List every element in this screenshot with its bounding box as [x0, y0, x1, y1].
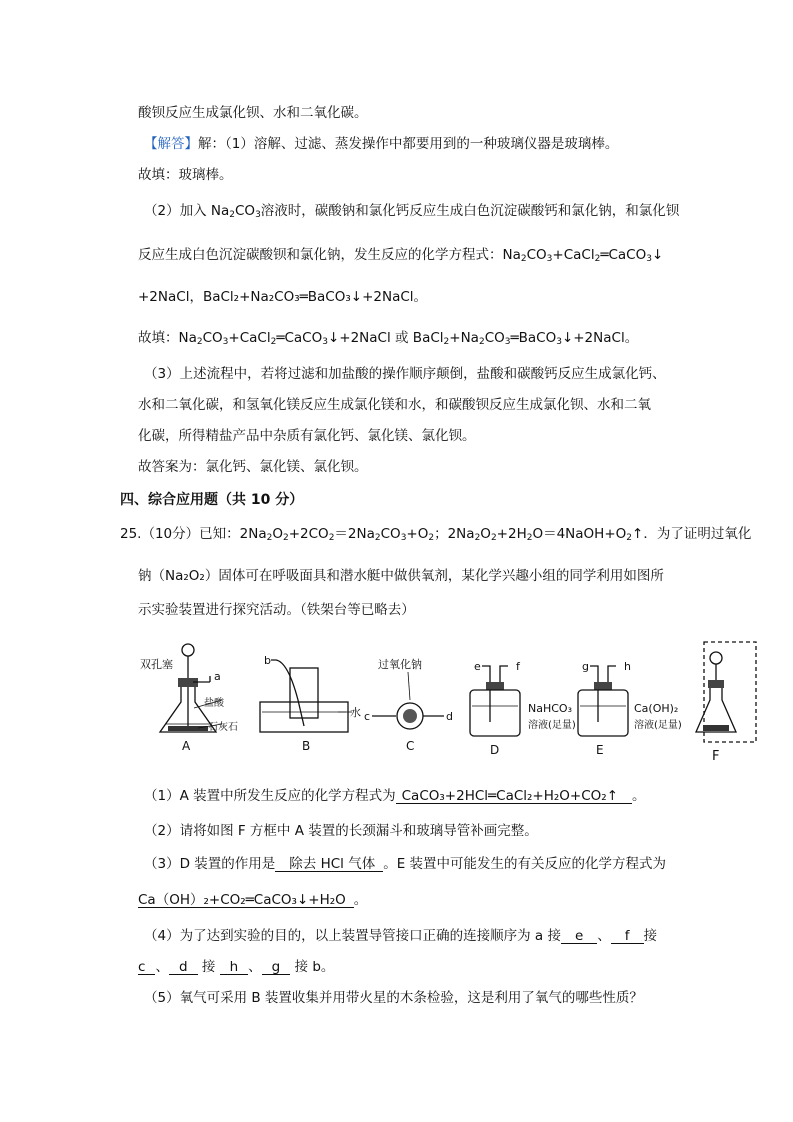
apparatus-C [364, 657, 453, 753]
svg-text:NaHCO₃: NaHCO₃ [528, 702, 572, 715]
text-line: 故填：玻璃棒。 [138, 167, 233, 183]
answer-blank: CaCO₃+2HCl═CaCl₂+H₂O+CO₂↑ [396, 789, 632, 804]
subquestion-5: （5）氧气可采用 B 装置收集并用带火星的木条检验，这是利用了氧气的哪些性质？ [144, 990, 643, 1006]
answer-blank: c [138, 960, 155, 975]
subquestion-4-cont: c 、 d 接 h 、 g 接 b。 [138, 959, 335, 975]
svg-text:B: B [302, 739, 311, 753]
subquestion-1: （1）A 装置中所发生反应的化学方程式为 CaCO₃+2HCl═CaCl₂+H₂O+CO₂↑ 。 [144, 788, 646, 804]
svg-text:盐酸: 盐酸 [204, 698, 224, 709]
svg-text:d: d [446, 710, 453, 723]
svg-text:Ca(OH)₂: Ca(OH)₂ [634, 702, 679, 715]
svg-text:a: a [214, 670, 221, 683]
answer-blank: 除去 HCl 气体 [275, 857, 383, 872]
svg-text:e: e [474, 660, 481, 673]
apparatus-D [470, 660, 576, 757]
svg-text:溶液(足量): 溶液(足量) [528, 720, 576, 731]
svg-text:f: f [516, 660, 520, 673]
funnel-top [182, 644, 194, 656]
answer-blank: d [169, 960, 198, 975]
answer-blank: g [262, 960, 291, 975]
svg-text:g: g [582, 660, 589, 673]
text-line: 水和二氧化碳，和氢氧化镁反应生成氯化镁和水，和碳酸钡反应生成氯化钡、水和二氧 [138, 397, 651, 413]
subquestion-2: （2）请将如图 F 方框中 A 装置的长颈漏斗和玻璃导管补画完整。 [144, 823, 538, 839]
apparatus-B [260, 654, 361, 753]
svg-text:D: D [490, 743, 500, 757]
answer-blank: f [611, 929, 644, 944]
answer-blank: h [220, 960, 249, 975]
question-line: 25.（10分）已知：$2Na_2O_2+2CO_2=2Na_2CO_3+O_2$；$2Na_2O_2+2H_2O=4NaOH+O_2↑$．为了证明过氧化 [120, 526, 752, 543]
svg-text:石灰石: 石灰石 [208, 722, 238, 733]
apparatus-figure [138, 640, 758, 765]
text-line: （2）加入 $Na_2CO_3$溶液时，碳酸钠和氯化钙反应生成白色沉淀碳酸钙和氯化钠，和氯化钡 [144, 203, 680, 220]
svg-text:h: h [624, 660, 631, 673]
text-line: （3）上述流程中，若将过滤和加盐酸的操作顺序颠倒，盐酸和碳酸钙反应生成氯化钙、 [144, 366, 666, 382]
answer-equation-line: Ca（OH）₂+CO₂═CaCO₃↓+H₂O 。 [138, 892, 368, 908]
apparatus-F [696, 642, 756, 764]
svg-text:C: C [406, 739, 415, 753]
svg-text:F: F [712, 749, 720, 764]
svg-text:水: 水 [350, 706, 361, 719]
text-line: 故答案为：氯化钙、氯化镁、氯化钡。 [138, 459, 368, 475]
text-line: 故填：$Na_2CO_3+CaCl_2═CaCO_3↓+2NaCl$ 或 $BaCl_2+Na_2CO_3═BaCO_3↓+2NaCl$。 [138, 330, 639, 347]
label-stopper: 双孔塞 [140, 658, 173, 671]
question-line: 示实验装置进行探究活动。（铁架台等已略去） [138, 602, 415, 618]
answer-line: 【解答】解：（1）溶解、过滤、蒸发操作中都要用到的一种玻璃仪器是玻璃棒。 [144, 136, 619, 152]
svg-text:过氧化钠: 过氧化钠 [378, 658, 422, 671]
apparatus-A [140, 644, 238, 753]
svg-text:溶液(足量): 溶液(足量) [634, 720, 682, 731]
svg-text:c: c [364, 710, 371, 723]
svg-text:A: A [182, 739, 191, 753]
svg-text:E: E [596, 743, 604, 757]
apparatus-E [578, 660, 682, 757]
answer-blank: e [561, 929, 597, 944]
text-line: +2NaCl，BaCl₂+Na₂CO₃═BaCO₃↓+2NaCl。 [138, 289, 428, 305]
subquestion-3: （3）D 装置的作用是 除去 HCl 气体 。E 装置中可能发生的有关反应的化学方程式为 [144, 856, 667, 872]
svg-text:b: b [264, 654, 271, 667]
text-line: 化碳，所得精盐产品中杂质有氯化钙、氯化镁、氯化钡。 [138, 428, 476, 444]
subquestion-4: （4）为了达到实验的目的，以上装置导管接口正确的连接顺序为 a 接 e 、 f 接 [144, 928, 658, 944]
question-line: 钠（Na₂O₂）固体可在呼吸面具和潜水艇中做供氧剂，某化学兴趣小组的同学利用如图所 [138, 568, 664, 584]
section-heading: 四、综合应用题（共 10 分） [120, 492, 304, 508]
answer-tag: 【解答】 [144, 136, 198, 152]
text-line: 酸钡反应生成氯化钡、水和二氧化碳。 [138, 105, 368, 121]
text-line: 反应生成白色沉淀碳酸钡和氯化钠，发生反应的化学方程式：$Na_2CO_3+CaCl_2═CaCO_3↓$ [138, 247, 664, 264]
answer-blank: Ca（OH）₂+CO₂═CaCO₃↓+H₂O [138, 893, 354, 908]
